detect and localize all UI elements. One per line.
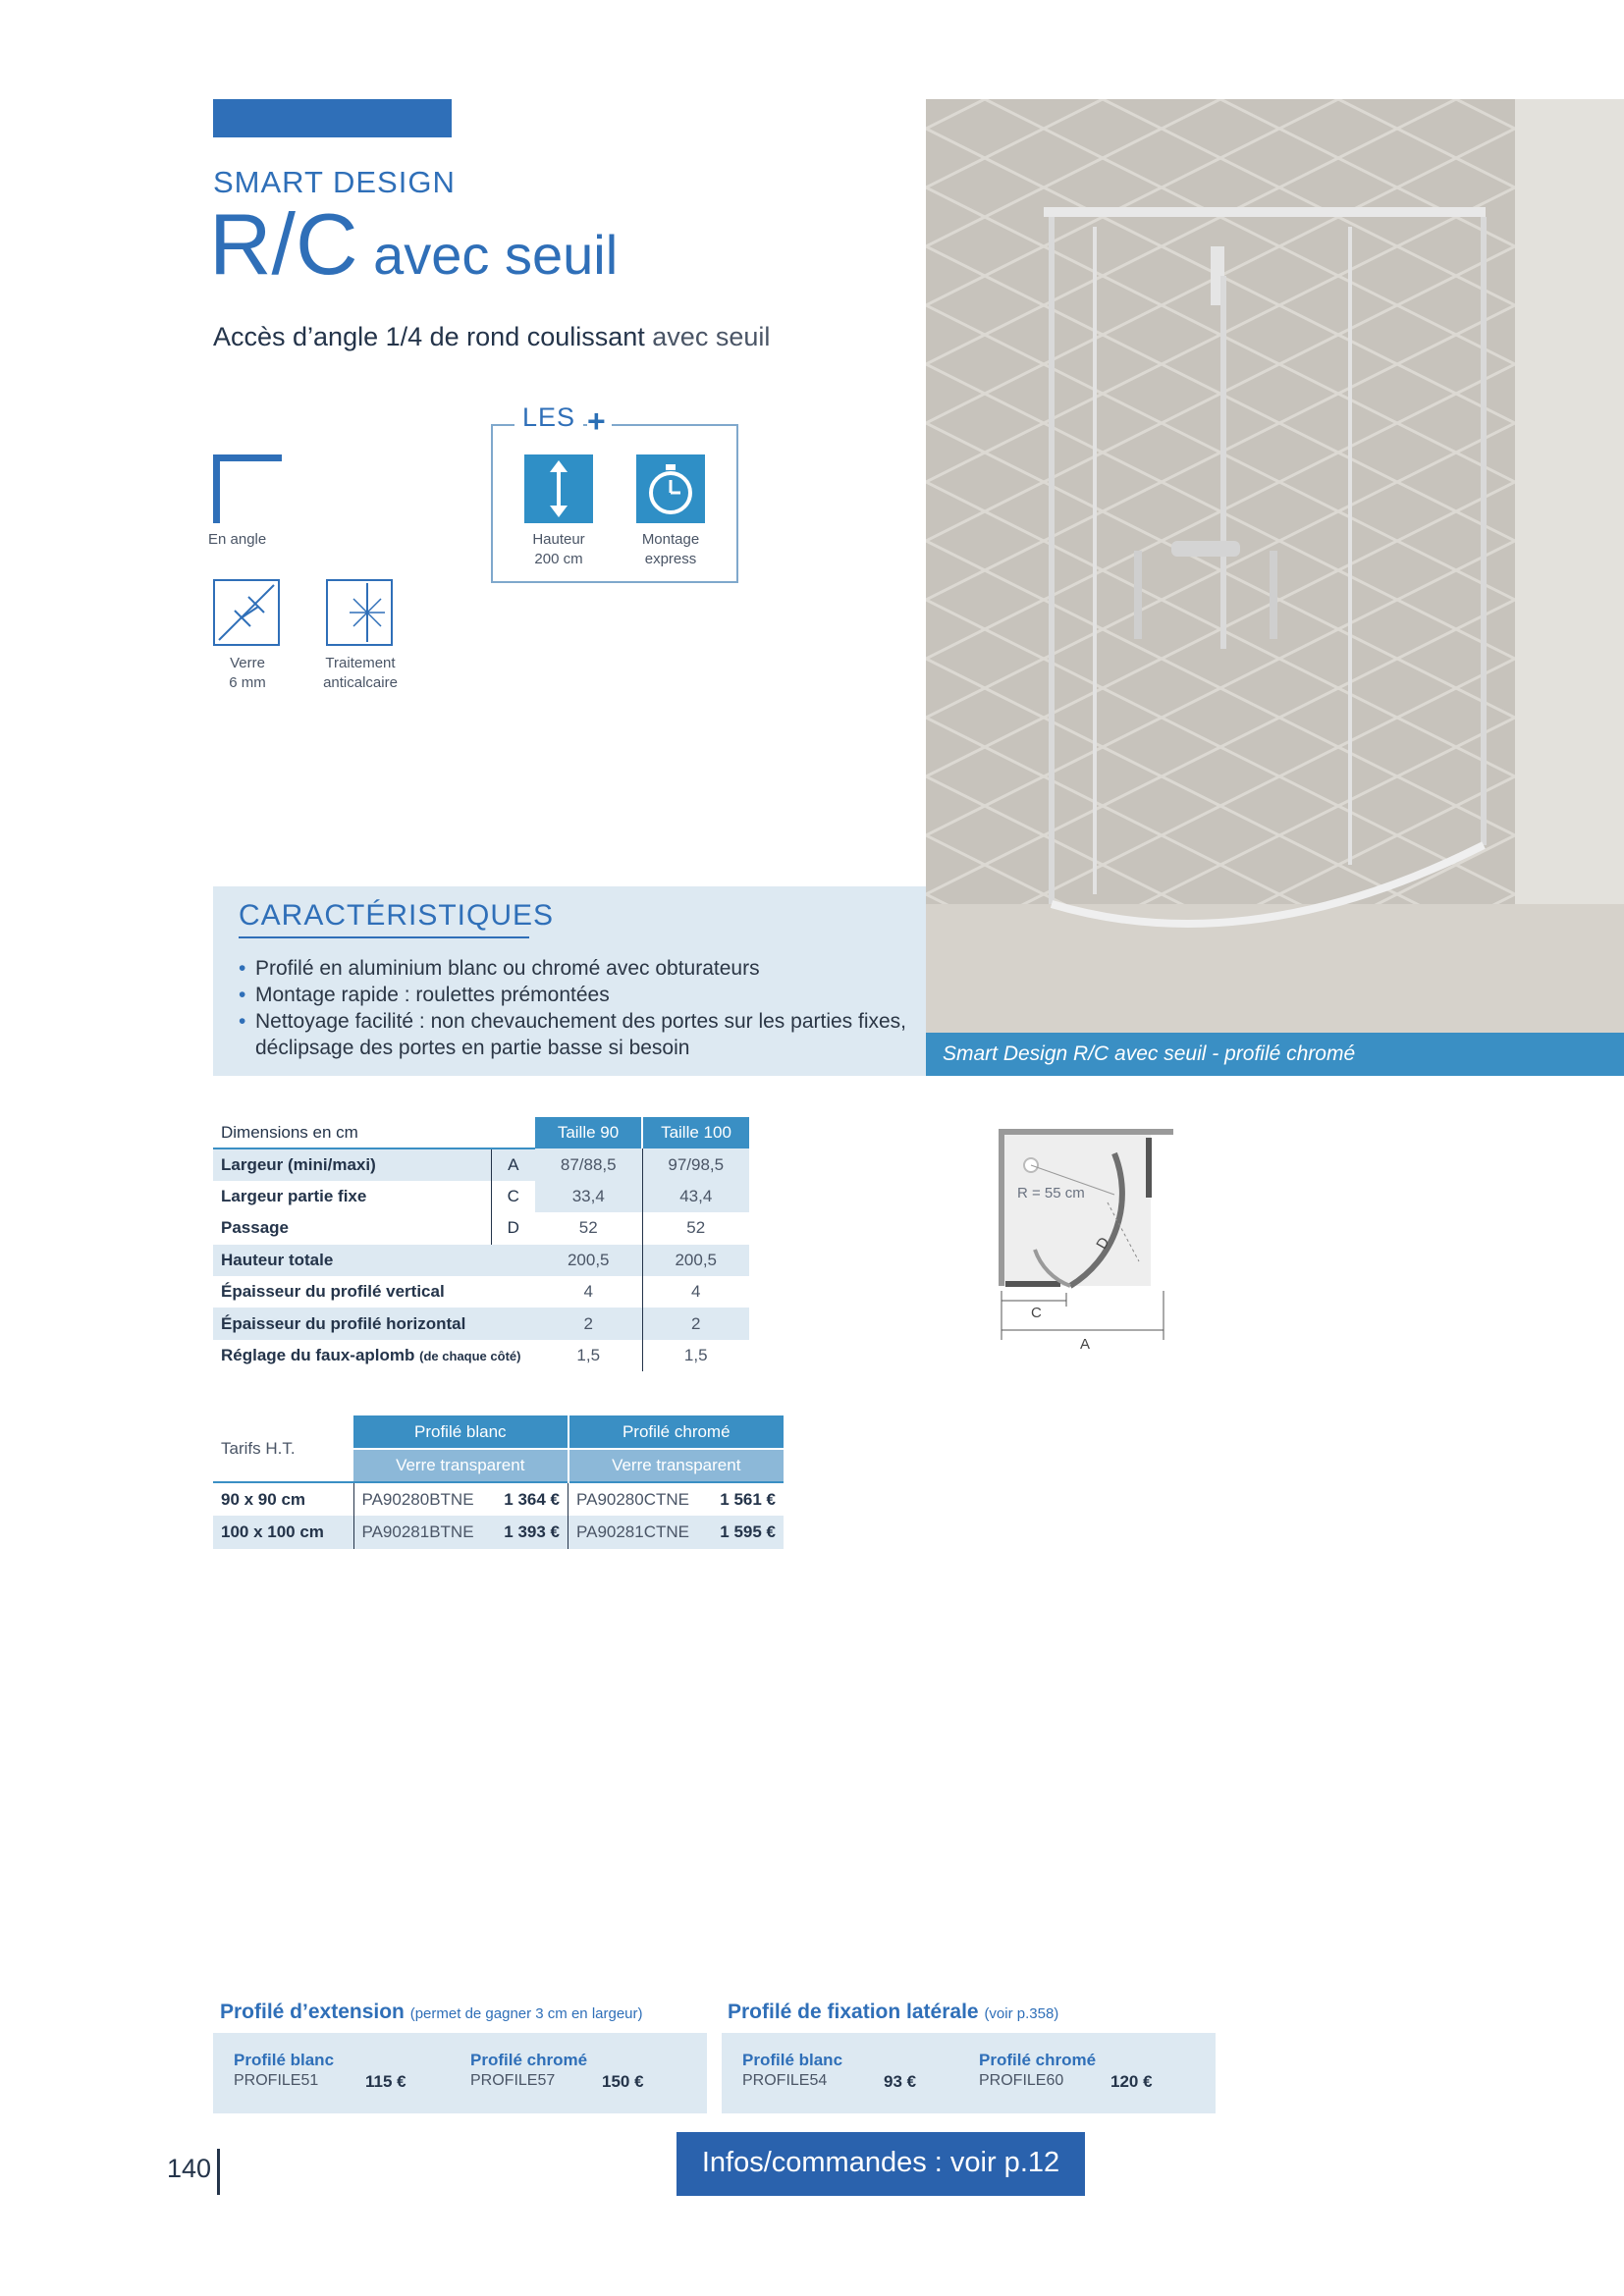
accessory-name: Profilé chromé [470,2051,588,2069]
corner-angle-icon [213,454,282,523]
dim-value-100: 97/98,5 [642,1148,749,1180]
dim-value-100: 4 [691,1282,701,1302]
dimensions-col-taille-90: Taille 90 [535,1117,642,1148]
price-ref-chrome: PA90280CTNE [568,1482,697,1516]
technical-diagram [992,1124,1188,1360]
anticalc-treatment-icon [326,579,393,646]
price-value-blanc: 1 393 € [504,1522,561,1541]
tarifs-label: Tarifs H.T. [221,1438,296,1458]
accessory-price: 93 € [884,2072,917,2091]
accessory-code: PROFILE57 [470,2072,556,2089]
accessory-code: PROFILE51 [234,2072,319,2089]
features-title-underline [239,936,529,938]
dimensions-header-label: Dimensions en cm [213,1117,491,1148]
height-label [514,530,603,569]
dim-label: Épaisseur du profilé vertical [221,1282,445,1302]
extension-note: (permet de gagner 3 cm en largeur) [409,2005,643,2022]
assembly-label [626,530,715,569]
accessory-name: Profilé chromé [979,2051,1097,2069]
fixation-profile-title [728,2001,1058,2024]
accessory-name: Profilé blanc [742,2051,843,2069]
dim-value-100: 52 [686,1218,706,1238]
dim-label: Hauteur totale [213,1245,535,1276]
page-title [209,195,619,293]
dim-letter: C [491,1181,535,1212]
dim-value-100: 1,5 [683,1345,708,1364]
price-sub-chrome: Verre transparent [568,1449,784,1482]
dim-value-90: 52 [535,1212,642,1244]
dim-label-note: (de chaque côté) [419,1348,521,1363]
stopwatch-icon [636,454,705,523]
price-ref-blanc: PA90281BTNE [353,1516,482,1549]
dim-label: Largeur (mini/maxi) [213,1148,491,1180]
dim-label: Largeur partie fixe [221,1186,367,1205]
price-header-row [213,1415,784,1449]
price-value-chrome: 1 561 € [697,1482,784,1516]
dim-letter: D [491,1212,535,1244]
fixation-title-text: Profilé de fixation latérale [728,2001,979,2023]
accessory-name: Profilé blanc [234,2051,335,2069]
features-title: CARACTÉRISTIQUES [239,899,555,932]
info-orders-button[interactable]: Infos/commandes : voir p.12 [677,2132,1085,2196]
subtitle-rest: avec seuil [644,322,771,351]
feature-item: • Montage rapide : roulettes prémontées [239,982,916,1008]
assembly-label-line2: express [644,551,697,567]
dim-value-90: 200,5 [535,1245,642,1276]
dim-value-90: 4 [535,1276,642,1308]
extension-title-text: Profilé d’extension [220,2001,405,2023]
price-ref-chrome: PA90281CTNE [568,1516,697,1549]
table-row [213,1340,749,1371]
diagram-label-d: D [1093,1234,1113,1253]
glass-thickness-icon [213,579,280,646]
title-suffix: avec seuil [357,224,619,286]
product-line-kicker: SMART DESIGN [213,165,456,199]
product-photo [926,99,1624,1034]
dimensions-header-spacer [491,1117,535,1148]
fixation-profile-box [722,2033,1216,2113]
treatment-label-line2: anticalcaire [323,674,398,691]
height-label-line2: 200 cm [534,551,583,567]
dim-value-90: 1,5 [535,1340,642,1371]
table-row [213,1245,749,1276]
diagram-label-c: C [1031,1305,1042,1321]
dim-label-main: Réglage du faux-aplomb [221,1345,415,1364]
features-list [239,955,916,1061]
price-col-blanc: Profilé blanc [353,1415,568,1449]
price-col-chrome: Profilé chromé [568,1415,784,1449]
extension-profile-title [220,2001,643,2024]
header-accent-bar [213,99,452,137]
height-arrow-icon [524,454,593,523]
dim-label: Passage [221,1218,289,1238]
subtitle-bold: Accès d’angle 1/4 de rond coulissant [213,322,645,351]
dim-label: Épaisseur du profilé horizontal [213,1308,535,1339]
table-row [213,1212,749,1244]
table-row [213,1148,749,1180]
price-table [213,1415,784,1549]
plus-icon: + [587,403,612,440]
page-number-rule [217,2149,220,2195]
price-size: 100 x 100 cm [221,1522,324,1541]
diagram-label-a: A [1080,1336,1091,1353]
feature-item: • Nettoyage facilité : non chevauchement des portes sur les parties fixes, déclipsage des portes en partie basse si besoin [239,1008,916,1061]
photo-caption: Smart Design R/C avec seuil - profilé chromé [926,1033,1624,1076]
angle-label: En angle [208,531,267,548]
title-main: R/C [209,195,358,293]
price-size: 90 x 90 cm [213,1482,353,1516]
price-value-blanc: 1 364 € [482,1482,568,1516]
accessory-price: 115 € [365,2072,406,2091]
table-row [213,1516,784,1549]
accessory-code: PROFILE60 [979,2072,1064,2089]
treatment-label [314,654,406,693]
dim-value-100: 200,5 [642,1245,749,1276]
table-row [213,1308,749,1339]
extension-profile-box [213,2033,707,2113]
table-row [213,1181,749,1212]
accessory-price: 120 € [1110,2072,1153,2091]
price-ref-blanc: PA90280BTNE [353,1482,482,1516]
assembly-label-line1: Montage [641,531,700,548]
accessory-price: 150 € [602,2072,644,2091]
treatment-label-line1: Traitement [325,655,396,671]
fixation-note: (voir p.358) [984,2005,1059,2022]
dim-value-100: 2 [642,1308,749,1339]
dim-value-90: 87/88,5 [535,1148,642,1180]
glass-label-line2: 6 mm [229,674,266,691]
dim-value-100: 43,4 [642,1181,749,1212]
dimensions-col-taille-100: Taille 100 [642,1117,749,1148]
table-row [213,1482,784,1516]
table-row [213,1276,749,1308]
price-sub-blanc: Verre transparent [353,1449,568,1482]
feature-item: • Profilé en aluminium blanc ou chromé avec obturateurs [239,955,916,982]
page-number: 140 [167,2154,212,2183]
dimensions-header-row [213,1117,749,1148]
dim-value-90: 2 [535,1308,642,1339]
page-subtitle [213,322,770,352]
les-plus-title: LES [514,402,583,433]
glass-label [213,654,282,693]
accessory-code: PROFILE54 [742,2072,828,2089]
dim-value-90: 33,4 [535,1181,642,1212]
glass-label-line1: Verre [230,655,265,671]
price-value-chrome: 1 595 € [720,1522,776,1541]
radius-label: R = 55 cm [1017,1185,1085,1201]
dimensions-table [213,1117,749,1371]
dim-label [213,1340,535,1371]
dim-letter: A [491,1148,535,1180]
height-label-line1: Hauteur [532,531,585,548]
